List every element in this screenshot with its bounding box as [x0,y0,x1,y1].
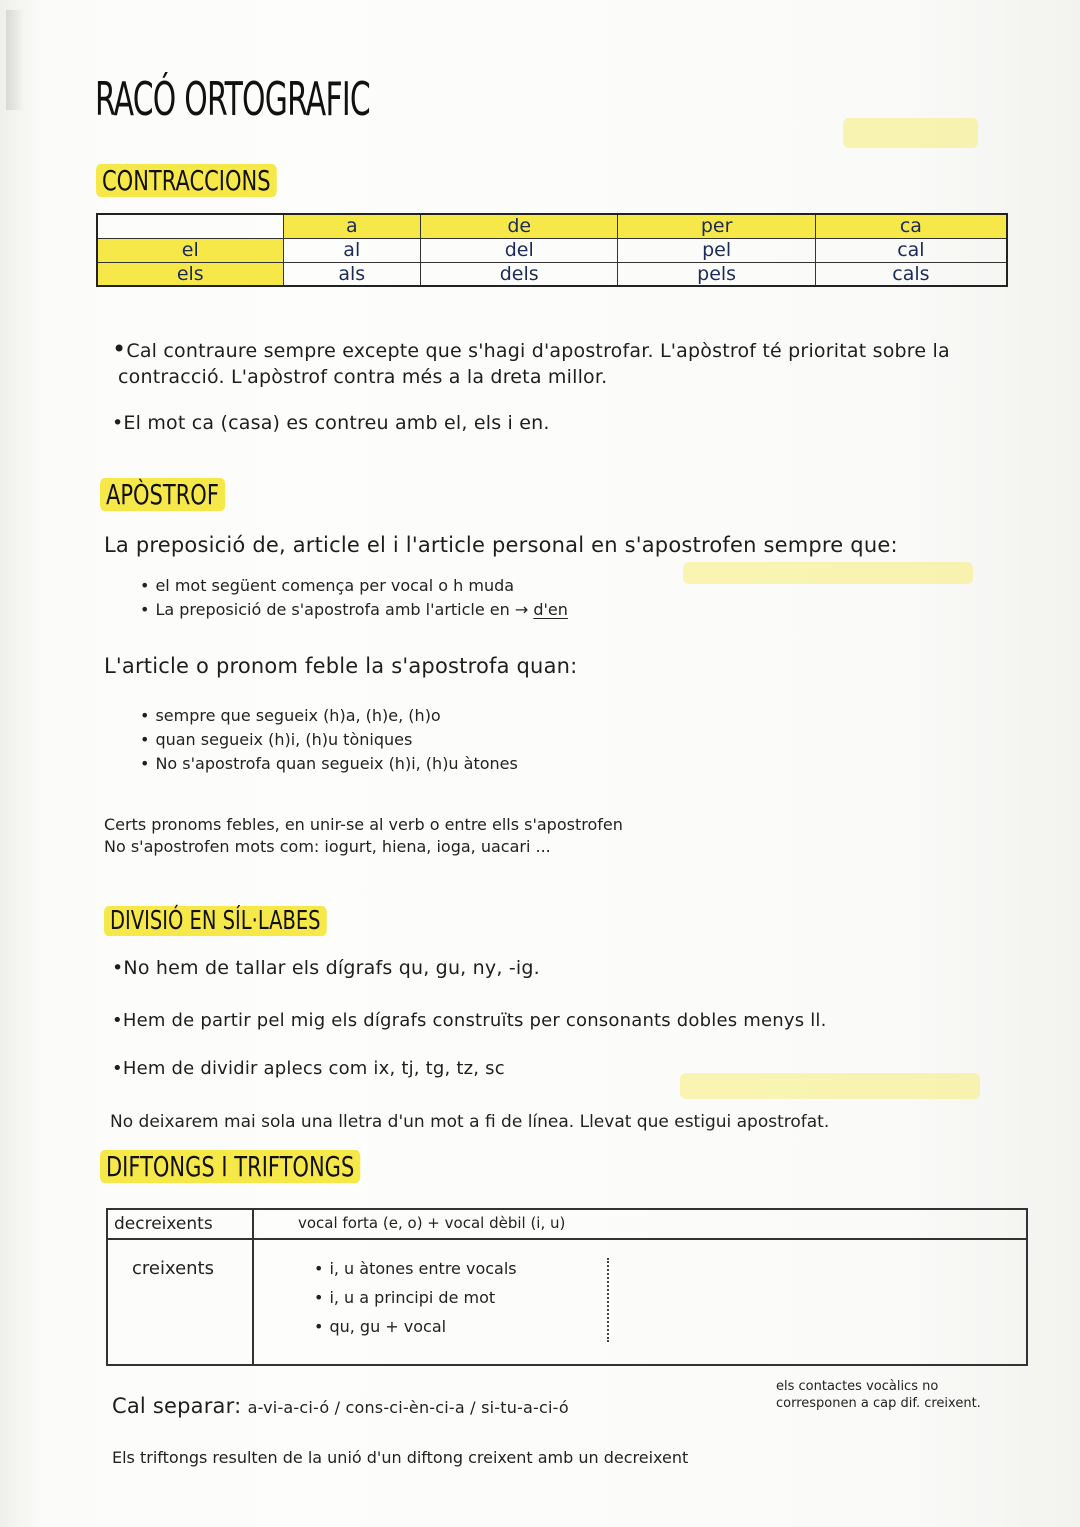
table-header-cell: per [618,214,815,238]
table-cell: pels [618,262,815,286]
list-item [314,1312,1020,1341]
table-header-cell: de [421,214,618,238]
divisio-note: No deixarem mai sola una lletra d'un mot a fi de línea. Llevat que estigui apostrofat. [110,1112,830,1132]
section-heading-diftongs: DIFTONGS I TRIFTONGS [100,1150,360,1183]
list-item [140,598,568,622]
table-cell: al [283,238,421,262]
table-cell: als [283,262,421,286]
example-dien: d'en [533,600,568,619]
section-heading-apostrof: APÒSTROF [100,478,225,511]
note-text: corresponen a cap dif. creixent. [776,1396,981,1411]
list-item [314,1283,1020,1312]
section-heading-divisio: DIVISIÓ EN SÍL·LABES [104,906,327,936]
page-edge-shadow [6,10,24,110]
row-label: els [97,262,283,286]
table-cell: dels [421,262,618,286]
triftongs-note: Els triftongs resulten de la unió d'un diftong creixent amb un decreixent [112,1448,689,1467]
contraccions-note-1: •Cal contraure sempre excepte que s'hagi d'apostrofar. L'apòstrof té prioritat sobre la contracció. L'apòstrof contra més a la dreta millor. [112,336,1012,390]
note-text: contracció. L'apòstrof contra més a la dreta millor. [118,366,608,388]
table-corner-cell [97,214,283,238]
row-label: el [97,238,283,262]
row-content-creixents [253,1239,1027,1365]
row-label-creixents: creixents [107,1239,253,1365]
list-item [140,752,518,776]
table-cell: del [421,238,618,262]
apostrof-intro-2: L'article o pronom feble la s'apostrofa quan: [104,654,578,678]
list-item-text: quan segueix (h)i, (h)u tòniques [155,730,413,749]
section-apostrof [100,478,267,511]
faded-highlight-mark [680,1073,980,1099]
list-item [140,728,518,752]
table-row [107,1209,1027,1239]
note-text: Cal contraure sempre excepte que s'hagi d'apostrofar. L'apòstrof té prioritat sobre la [126,340,950,362]
table-header-row [97,214,1007,238]
table-row [107,1239,1027,1365]
note-text: El mot ca (casa) es contreu amb el, els i en. [123,412,550,434]
rule-text: No hem de tallar els dígrafs qu, gu, ny, -ig. [123,957,540,979]
section-contraccions [96,164,337,197]
note-text: els contactes vocàlics no [776,1379,939,1394]
divisio-rule-1: •No hem de tallar els dígrafs qu, gu, ny, -ig. [112,957,540,979]
diftongs-table [106,1208,1028,1366]
separar-line [112,1394,569,1418]
table-row [97,262,1007,286]
section-divisio [104,906,401,936]
list-item-text: el mot següent comença per vocal o h muda [155,576,515,595]
apostrof-rules-2 [140,704,518,776]
table-cell: pel [618,238,815,262]
list-item-text: sempre que segueix (h)a, (h)e, (h)o [155,706,441,725]
table-header-cell: a [283,214,421,238]
list-item-text: i, u àtones entre vocals [329,1259,517,1278]
list-item [140,704,518,728]
list-item-text: i, u a principi de mot [329,1288,496,1307]
rule-text: Hem de partir pel mig els dígrafs construïts per consonants dobles menys ll. [122,1010,827,1031]
contractions-table [96,213,1008,287]
section-diftongs [100,1150,447,1183]
separar-examples: a-vi-a-ci-ó / cons-ci-èn-ci-a / si-tu-a-ci-ó [247,1398,569,1417]
contraccions-note-2: •El mot ca (casa) es contreu amb el, els i en. [112,412,550,434]
list-item [314,1254,1020,1283]
table-row [97,238,1007,262]
divisio-rule-2: •Hem de partir pel mig els dígrafs construïts per consonants dobles menys ll. [112,1010,827,1031]
note-text: Certs pronoms febles, en unir-se al verb o entre ells s'apostrofen [104,815,623,834]
creixents-list [314,1254,1020,1341]
section-heading-contraccions: CONTRACCIONS [96,164,277,197]
list-item-text: qu, gu + vocal [329,1317,447,1336]
table-cell: cals [815,262,1007,286]
dotted-divider [607,1258,609,1342]
page-title: RACÓ ORTOGRAFIC [95,72,371,126]
list-item [140,574,568,598]
separar-label: Cal separar: [112,1394,242,1418]
list-item-text: La preposició de s'apostrofa amb l'article en → [155,600,529,619]
apostrof-rules-1 [140,574,568,622]
rule-text: Hem de dividir aplecs com ix, tj, tg, tz, sc [122,1058,505,1079]
row-label-decreixents: decreixents [107,1209,253,1239]
divisio-rule-3: •Hem de dividir aplecs com ix, tj, tg, tz, sc [112,1058,505,1079]
list-item-text: No s'apostrofa quan segueix (h)i, (h)u àtones [155,754,518,773]
row-content-decreixents: vocal forta (e, o) + vocal dèbil (i, u) [253,1209,1027,1239]
apostrof-notes [104,814,623,858]
separar-note [776,1378,981,1412]
table-cell: cal [815,238,1007,262]
table-header-cell: ca [815,214,1007,238]
note-text: No s'apostrofen mots com: iogurt, hiena, ioga, uacari ... [104,837,551,856]
apostrof-intro: La preposició de, article el i l'article personal en s'apostrofen sempre que: [104,533,898,557]
faded-highlight-mark [843,118,978,148]
faded-highlight-mark [683,562,973,584]
